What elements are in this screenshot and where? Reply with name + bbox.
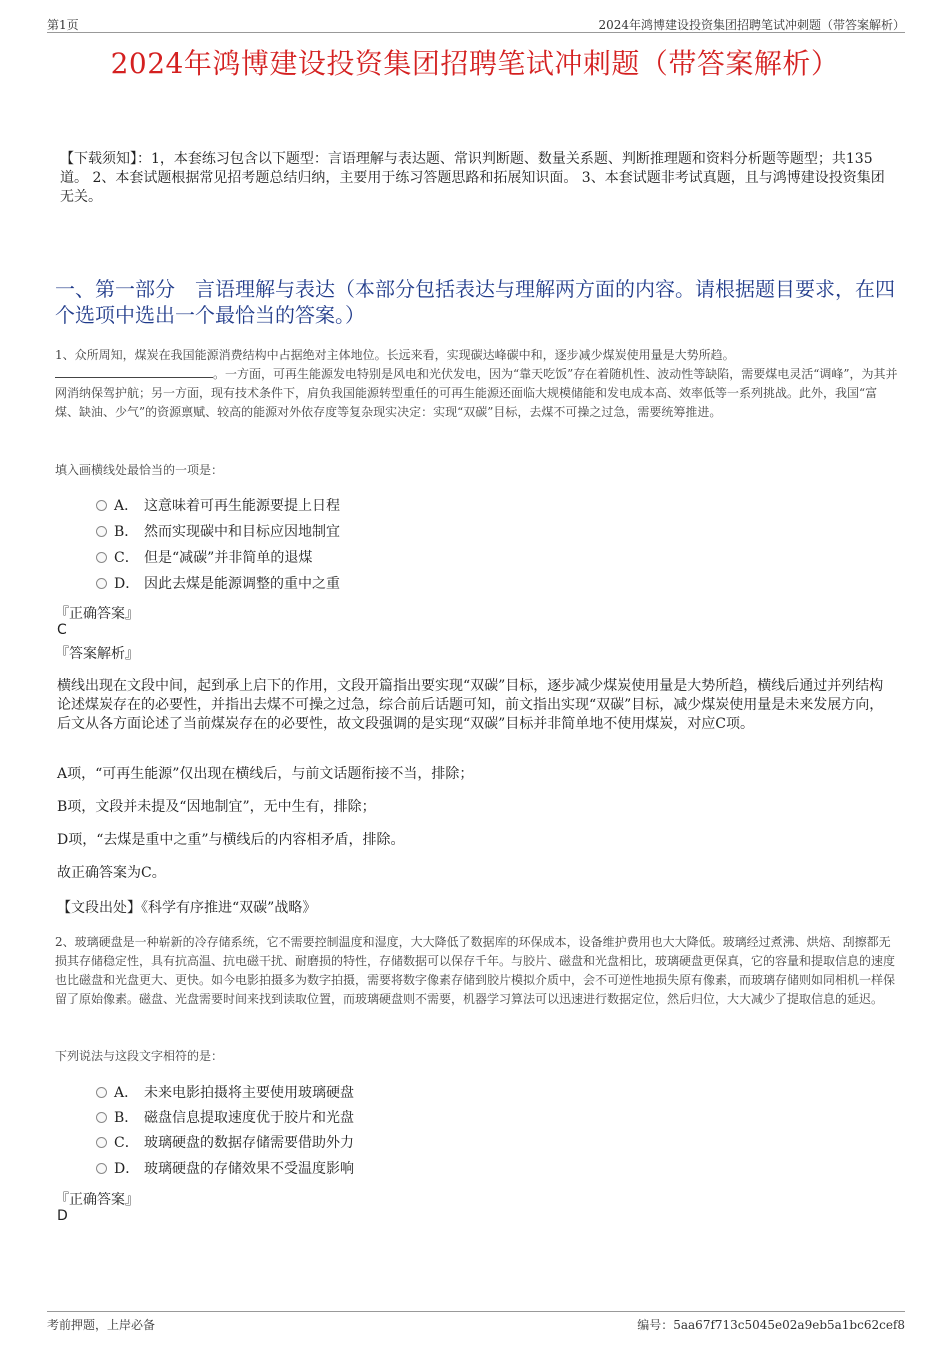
page-number: 第1页 bbox=[47, 18, 79, 32]
radio-icon[interactable] bbox=[96, 578, 107, 589]
question-1-stem bbox=[55, 346, 898, 422]
radio-icon[interactable] bbox=[96, 500, 107, 511]
radio-icon[interactable] bbox=[96, 526, 107, 537]
section-heading: 一、第一部分 言语理解与表达（本部分包括表达与理解两方面的内容。请根据题目要求，在四个选项中选出一个最恰当的答案。） bbox=[55, 277, 895, 327]
question-1-passage: 。一方面，可再生能源发电特别是风电和光伏发电，因为“靠天吃饭”存在着随机性、波动性等缺陷，需要煤电灵活“调峰”，为其并网消纳保驾护航；另一方面，现有技术条件下，肩负我国能源转型重任的可再生能源还面临大规模储能和发电成本高、效率低等一系列挑战。此外，我国“富煤、缺油、少气”的资源禀赋、较高的能源对外依存度等复杂现实决定：实现“双碳”目标，去煤不可操之过急，需要统筹推进。 bbox=[55, 367, 898, 419]
question-2-option-b[interactable]: B． 磁盘信息提取速度优于胶片和光盘 bbox=[96, 1107, 354, 1129]
radio-icon[interactable] bbox=[96, 552, 107, 563]
radio-icon[interactable] bbox=[96, 1087, 107, 1098]
radio-icon[interactable] bbox=[96, 1137, 107, 1148]
page-footer bbox=[47, 1311, 905, 1334]
question-1-option-d[interactable]: D． 因此去煤是能源调整的重中之重 bbox=[96, 573, 340, 595]
footer-doc-id: 编号：5aa67f713c5045e02a9eb5a1bc62cef8 bbox=[637, 1318, 905, 1332]
question-1-prompt: 填入画横线处最恰当的一项是： bbox=[55, 463, 224, 477]
header-doc-title: 2024年鸿博建设投资集团招聘笔试冲刺题（带答案解析） bbox=[598, 18, 905, 32]
question-1-lead: 1、众所周知，煤炭在我国能源消费结构中占据绝对主体地位。长远来看，实现碳达峰碳中和，逐步减少煤炭使用量是大势所趋。 bbox=[55, 348, 735, 362]
question-1-analysis-b: B项，文段并未提及“因地制宜”，无中生有，排除； bbox=[57, 799, 376, 815]
question-1-analysis-label: 『答案解析』 bbox=[55, 646, 139, 662]
question-1-analysis-a: A项，“可再生能源”仅出现在横线后，与前文话题衔接不当，排除； bbox=[57, 766, 474, 782]
question-2-option-d[interactable]: D． 玻璃硬盘的存储效果不受温度影响 bbox=[96, 1158, 354, 1180]
question-1-answer-label: 『正确答案』 bbox=[55, 606, 139, 622]
question-1-option-a[interactable]: A． 这意味着可再生能源要提上日程 bbox=[96, 495, 340, 517]
question-1-conclusion: 故正确答案为C。 bbox=[57, 865, 166, 881]
question-2-option-c[interactable]: C． 玻璃硬盘的数据存储需要借助外力 bbox=[96, 1132, 354, 1154]
document-title: 2024年鸿博建设投资集团招聘笔试冲刺题（带答案解析） bbox=[110, 47, 840, 80]
question-1-option-c[interactable]: C． 但是“减碳”并非简单的退煤 bbox=[96, 547, 312, 569]
radio-icon[interactable] bbox=[96, 1163, 107, 1174]
page-header bbox=[47, 12, 905, 33]
question-2-answer: D bbox=[57, 1208, 68, 1224]
question-2-prompt: 下列说法与这段文字相符的是： bbox=[55, 1049, 224, 1063]
radio-icon[interactable] bbox=[96, 1112, 107, 1123]
question-1-option-b[interactable]: B． 然而实现碳中和目标应因地制宜 bbox=[96, 521, 340, 543]
question-2-answer-label: 『正确答案』 bbox=[55, 1192, 139, 1208]
footer-slogan: 考前押题，上岸必备 bbox=[47, 1318, 156, 1332]
answer-blank bbox=[55, 365, 213, 378]
question-2-stem: 2、玻璃硬盘是一种崭新的冷存储系统，它不需要控制温度和湿度，大大降低了数据库的环保成本，设备维护费用也大大降低。玻璃经过煮沸、烘焙、刮擦都无损其存储稳定性，具有抗高温、抗电磁干扰、耐磨损的特性，存储数据可以保存千年。与胶片、磁盘和光盘相比，玻璃硬盘更保真，它的容量和提取信息的速度也比磁盘和光盘更大、更快。如今电影拍摄多为数字拍摄，需要将数字像素存储到胶片模拟介质中，会不可逆性地损失原有像素，而玻璃存储则如同相机一样保留了原始像素。磁盘、光盘需要时间来找到读取位置，而玻璃硬盘则不需要，机器学习算法可以迅速进行数据定位，然后归位，大大减少了提取信息的延迟。 bbox=[55, 935, 896, 1006]
question-2-option-a[interactable]: A． 未来电影拍摄将主要使用玻璃硬盘 bbox=[96, 1082, 354, 1104]
question-1-source: 【文段出处】《科学有序推进“双碳”战略》 bbox=[57, 900, 317, 916]
download-notice: 【下载须知】：1，本套练习包含以下题型：言语理解与表达题、常识判断题、数量关系题、判断推理题和资料分析题等题型；共135道。 2、本套试题根据常见招考题总结归纳，主要用于练习答题思路和拓展知识面。 3、本套试题非考试真题，且与鸿博建设投资集团无关。 bbox=[60, 151, 885, 205]
question-1-analysis: 横线出现在文段中间，起到承上启下的作用，文段开篇指出要实现“双碳”目标，逐步减少煤炭使用量是大势所趋，横线后通过并列结构论述煤炭存在的必要性，并指出去煤不可操之过急，综合前后话题可知，前文指出实现“双碳”目标，减少煤炭使用量是未来发展方向，后文从各方面论述了当前煤炭存在的必要性，故文段强调的是实现“双碳”目标并非简单地不使用煤炭，对应C项。 bbox=[57, 678, 884, 732]
question-1-analysis-d: D项，“去煤是重中之重”与横线后的内容相矛盾，排除。 bbox=[57, 832, 405, 848]
question-1-answer: C bbox=[57, 622, 67, 638]
